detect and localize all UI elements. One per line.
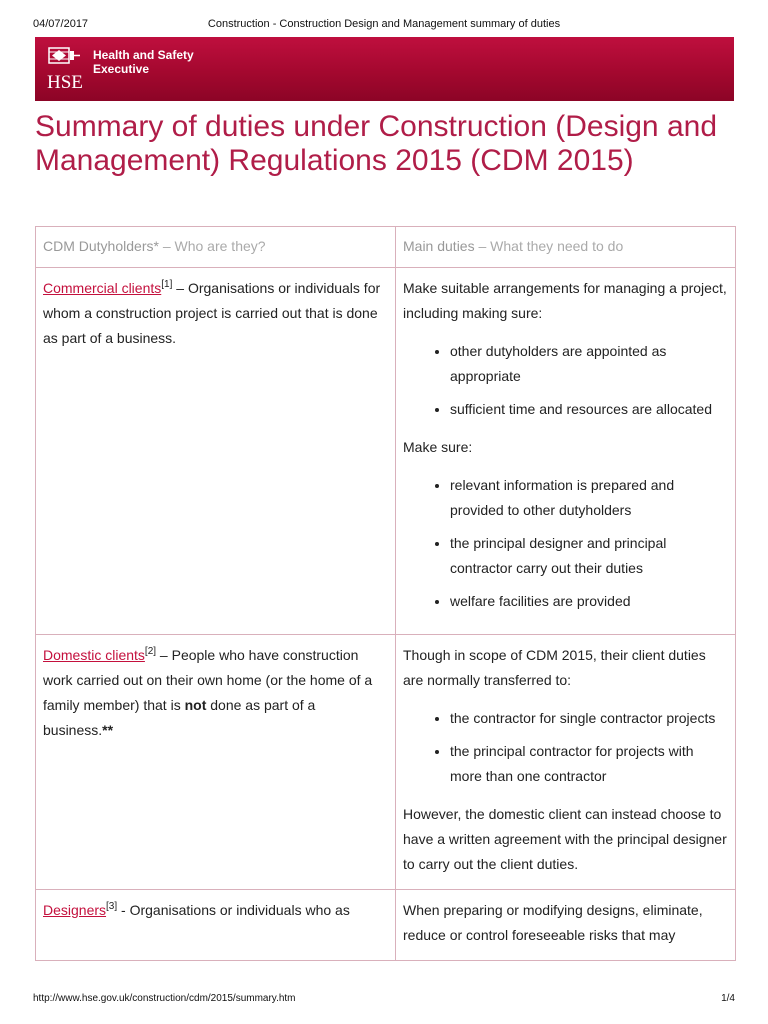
footnote-ref[interactable]: [2]: [144, 646, 157, 657]
dutyholder-cell: [36, 268, 396, 635]
page-number: 1/4: [721, 993, 735, 1004]
list-item: • other dutyholders are appointed as appropriate: [450, 339, 728, 389]
footnote-ref[interactable]: [3]: [106, 901, 118, 912]
dutyholder-description: – People who have construction work carried out on their own home (or the home of a family member) that is: [43, 647, 373, 713]
domestic-clients-link[interactable]: Domestic clients: [43, 647, 145, 663]
table-header-row: [36, 227, 736, 268]
duties-intro: When preparing or modifying designs, eliminate, reduce or control foreseeable risks that may: [403, 902, 703, 943]
duties-cell: [396, 890, 736, 961]
commercial-clients-link[interactable]: Commercial clients: [43, 280, 162, 296]
duties-list: [403, 339, 728, 422]
page-url: http://www.hse.gov.uk/construction/cdm/2015/summary.htm: [33, 993, 296, 1004]
header-dutyholders: [36, 227, 396, 268]
duties-intro: Though in scope of CDM 2015, their client duties are normally transferred to:: [403, 647, 706, 688]
org-name-line2: Executive: [93, 62, 150, 76]
list-item: • the principal contractor for projects with more than one contractor: [450, 739, 728, 789]
print-header: [0, 0, 768, 36]
list-item: • sufficient time and resources are allocated: [450, 397, 728, 422]
list-item: • the principal designer and principal contractor carry out their duties: [450, 531, 728, 581]
header-duties-main: Main duties: [403, 238, 475, 254]
header-dutyholders-main: CDM Dutyholders*: [43, 238, 159, 254]
emphasis-not: not: [184, 697, 207, 713]
header-dutyholders-sub: – Who are they?: [158, 238, 266, 254]
duties-cell: [396, 635, 736, 890]
duties-subheading: Make sure:: [403, 439, 473, 455]
duties-list: [403, 473, 728, 614]
designers-link[interactable]: Designers: [43, 902, 107, 918]
list-item: • the contractor for single contractor projects: [450, 706, 728, 731]
footnote-ref[interactable]: [1]: [161, 279, 173, 290]
hse-logo-icon[interactable]: [46, 45, 86, 93]
footnote-stars: **: [102, 722, 114, 738]
duties-table: [35, 226, 736, 961]
duties-list: [403, 706, 728, 789]
page-title: Summary of duties under Construction (Design and Management) Regulations 2015 (CDM 2015): [35, 110, 718, 177]
list-item: • welfare facilities are provided: [450, 589, 728, 614]
duties-cell: [396, 268, 736, 635]
dutyholder-description-end: done as part of a business.: [43, 697, 316, 738]
header-main-duties: [396, 227, 736, 268]
org-name: [93, 48, 194, 76]
list-item: • relevant information is prepared and provided to other dutyholders: [450, 473, 728, 523]
hse-logo-text: HSE: [47, 72, 83, 93]
print-page-title: Construction - Construction Design and Management summary of duties: [207, 18, 561, 30]
dutyholder-description: - Organisations or individuals who as: [117, 902, 350, 918]
dutyholder-description: – Organisations or individuals for whom a construction project is carried out that is done as part of a business.: [43, 280, 381, 346]
table-row: [36, 268, 736, 635]
hse-banner: [35, 37, 734, 101]
table-row: [36, 890, 736, 961]
header-duties-sub: – What they need to do: [474, 238, 624, 254]
print-date: 04/07/2017: [33, 18, 89, 30]
duties-intro: Make suitable arrangements for managing a project, including making sure:: [403, 280, 727, 321]
print-footer: [0, 992, 768, 1024]
duties-outro: However, the domestic client can instead choose to have a written agreement with the principal designer to carry out the client duties.: [403, 806, 727, 872]
org-name-line1: Health and Safety: [93, 48, 194, 62]
dutyholder-cell: [36, 890, 396, 961]
dutyholder-cell: [36, 635, 396, 890]
table-row: [36, 635, 736, 890]
